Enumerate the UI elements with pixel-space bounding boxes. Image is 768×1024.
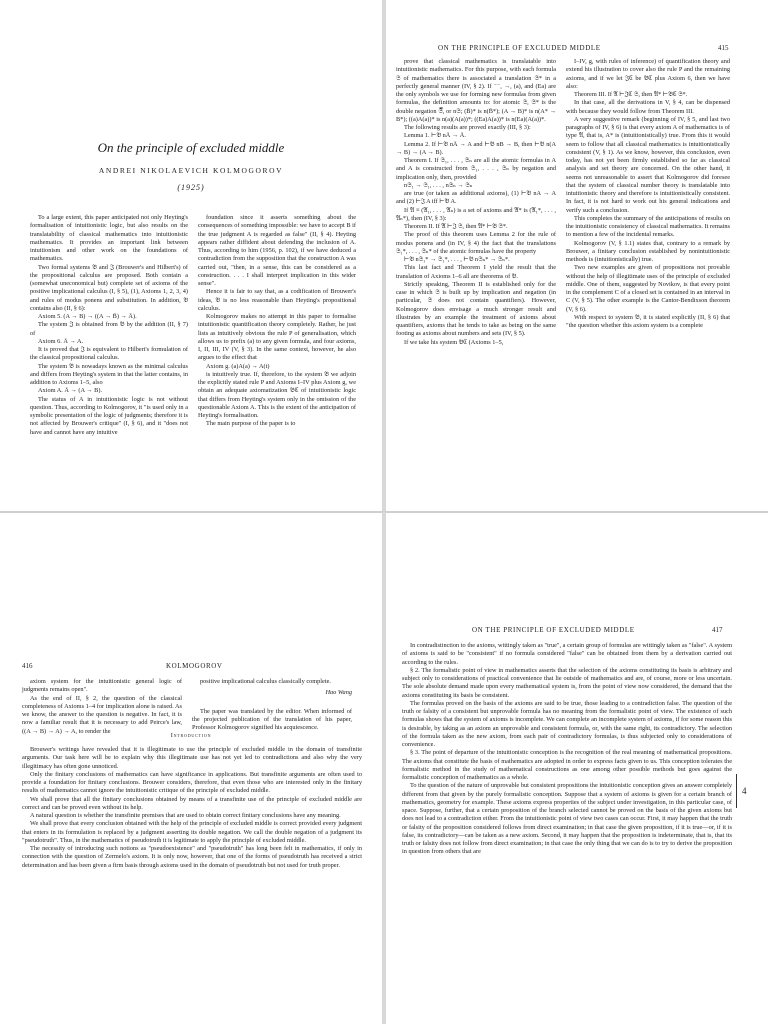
paragraph: Axiom g. (a)A(a) → A(t) — [206, 362, 270, 370]
paragraph: Theorem II. If 𝔄 ⊢𝔍 𝔖, then 𝔄* ⊢𝔅 𝔖*. — [404, 223, 508, 230]
paragraph: If 𝔄 ≡ (𝔄₁, . . . , 𝔄ₙ) is a set of axioms and 𝔄* is (𝔄₁*, . . . , 𝔄ₙ*), then (IV, § 3): — [396, 206, 556, 222]
paragraph: As the end of II, § 2, the question of the classical completeness of Axioms 1–4 for implication alone is raised. As we know, the answer to the question is negative. In fact, it is now a familiar result that it is necessary to add Peirce's law, ((A → B) → A) → A, to render the — [22, 694, 182, 735]
paragraph: In contradistinction to the axioms, wittingly taken as "true", a certain group of formulas are wittingly taken as "false". A system of axioms is said to be "consistent" if no formula considered "false" can be obtained from them by a derivation carried out according to the rules. — [402, 642, 732, 666]
paragraph: To the question of the nature of unprovable but consistent propositions the intuitionistic conception gives an answer completely different from that given by the purely formalistic conception. Suppose that a system of axioms is given for a certain branch of mathematics, geometry for example. These axioms express properties of the subject under investigation, in this particular case, of space. Suppose, further, that a certain proposition of the branch selected cannot be proved on the basis of the given axioms but does not lead to a contradiction either. From the intuitionistic point of view two cases can occur. First, it may happen that the truth or falsity of the proposition considered follows from direct examination; in that case the given proposition, if it is true—or, if it is false, its contradictory—can be taken as a new axiom. Second, it may happen that the proposition is indeterminate, that is, that its truth or falsity does not follow from direct examination; in that case the only thing that we can do is to try to derive the proposition in question from others that are — [402, 782, 732, 856]
summary-end-column-1 — [22, 678, 182, 736]
paragraph: A natural question is whether the transfinite premises that are used to obtain correct finitary conclusions have any meaning. — [30, 812, 341, 819]
paragraph: Axiom 6. Ā → A. — [38, 337, 84, 345]
paragraph: The main purpose of the paper is to — [206, 420, 296, 428]
paragraph: is intuitively true. If, therefore, to the system 𝔅 we adjoin the explicitly stated rule P and Axioms I–IV plus Axiom g, we obtain an adequate axiomatization 𝔅ℭ of intuitionistic logic that differs from Heyting's system only in the omission of the questionable Axiom A. This is the extent of the anticipation of Heyting's formalisation. — [198, 370, 356, 419]
section-body — [402, 642, 732, 857]
paragraph: To a large extent, this paper anticipated not only Heyting's formalisation of intuitionistic logic, but also results on the translatability of classical mathematics into intuitionistic mathematics. It provides an important link between intuitionism and other work on the foundations of mathematics. — [30, 214, 188, 263]
paragraph: The formulas proved on the basis of the axioms are said to be true, those leading to a contradiction false. The question of the truth or falsity of a consistent but unprovable formula has no meaning from the formalistic point of view. The existence of such formulas shows that the system of axioms is incomplete. We can complete an incomplete system of axioms, if for some reason this is desirable, by taking as an axiom an unprovable and consistent formula, or, with the same right, its contradictory. The selection of the formula taken as the new axiom, from each pair of contradictory formulas, is thus subjected only to considerations of convenience. — [402, 699, 732, 748]
paragraph: are true (or taken as additional axioms), (1) ⊢𝔅 nA → A and (2) ⊢𝔍 A iff ⊢𝔅 A. — [396, 190, 556, 206]
summary-signature: Hao Wang — [325, 689, 352, 697]
margin-number: 4 — [742, 786, 747, 796]
translator-note: The paper was translated by the editor. When informed of the projected publication of the translation of his paper, Professor Kolmogorov signified his acquiescence. — [192, 707, 352, 731]
paragraph: Kolmogorov (V, § 1.1) states that, contrary to a remark by Brouwer, a finitary conclusion established by nonintuitionistic methods is (intuitionistically) true. — [566, 239, 730, 263]
intro-column-2 — [198, 214, 356, 429]
page-number: 417 — [712, 626, 723, 634]
running-head: KOLMOGOROV — [166, 662, 223, 670]
margin-annotation — [730, 774, 760, 808]
introduction-body — [22, 746, 362, 870]
paragraph: foundation since it asserts something about the consequences of something impossible: we have to accept B if the true judgment A is regarded as false" (II, § 4). Heyting appears rather diffident about defending the inclusion of A. Thus, according to him (1956, p. 102), if we have deduced a contradiction from the supposition that the construction A was carried out, "then, in a sense, this can be considered as a construction. . . . I shall interpret implication in this wider sense". — [198, 214, 356, 287]
paragraph: Two new examples are given of propositions not provable without the help of illegitimate uses of the principle of excluded middle. One of them, suggested by Novikov, is that every point in the complement C of a closed set is contained in an interval in C (V, § 5). The other example is the Cantor-Bendixson theorem (V, § 6). — [566, 264, 730, 313]
paragraph: It is proved that 𝔍 is equivalent to Hilbert's formulation of the classical propositional calculus. — [30, 346, 188, 362]
paragraph: The necessity of introducing such notions as "pseudoexistence" and "pseudotruth" has long been felt in mathematics, if only in connection with the question of Zermelo's axiom. It is only now, however, that one of the forms of pseudotruth has received a strict determination and has been given a firm basis through axioms used in the domain of pseudotruth but not used for truth proper. — [22, 845, 362, 869]
page-414 — [0, 0, 382, 512]
paragraph: axiom system for the intuitionistic general logic of judgments remains open". — [22, 678, 182, 694]
running-head: ON THE PRINCIPLE OF EXCLUDED MIDDLE — [438, 44, 601, 52]
paragraph: Axiom A. Ā → (A → B). — [38, 387, 103, 395]
paragraph: The system 𝔍 is obtained from 𝔅 by the addition (II, § 7) of — [30, 321, 188, 337]
paragraph: I–IV, g, with rules of inference) of quantification theory and extend his illustration to cover also the rule P and the remaining axioms, and if we let 𝔍ℭ be 𝔅ℭ plus Axiom 6, then we have also: — [566, 58, 730, 90]
paragraph: The status of A in intuitionistic logic is not without question. Thus, according to Kolmogorov, it "is used only in a symbolic presentation of the logic of judgments; therefore it is not affected by Brouwer's critique" (I, § 6), and it "does not have and cannot have any intuitive — [30, 395, 188, 436]
article-title: On the principle of excluded middle — [97, 140, 285, 155]
paragraph: n𝔖₁ → 𝔖₁, . . . , n𝔖ₙ → 𝔖ₙ — [404, 181, 473, 189]
page-417 — [386, 512, 768, 1024]
paragraph: Two formal systems 𝔅 and 𝔍 (Brouwer's and Hilbert's) of the propositional calculus are proposed. Both contain a (somewhat uneconomical but) complete set of axioms of the positive implicational calculus (I, § 5), (1), Axioms 1, 2, 3, 4) and rules of modus ponens and substitution. In addition, 𝔅 contains also (II, § 6): — [30, 263, 188, 312]
paragraph: Axiom 5. (A → B) → ((A → B̄) → Ā). — [38, 313, 137, 320]
summary-end-column-2 — [192, 678, 352, 732]
paragraph: Hence it is fair to say that, as a codification of Brouwer's ideas, 𝔅 is no less reasonable than Heyting's propositional calculus. — [198, 288, 356, 312]
article-year: (1925) — [177, 183, 205, 192]
paragraph: Theorem I. If 𝔖₁, . . . , 𝔖ₙ are all the atomic formulas in A and A is constructed from 𝔖₁, . . . , 𝔖ₙ by negation and implication only, then, provided — [396, 157, 556, 181]
paragraph: In that case, all the derivations in V, § 4, can be dispensed with because they would follow from Theorem III. — [566, 99, 730, 115]
paragraph: We shall prove that all the finitary conclusions obtained by means of a transfinite use of the principle of excluded middle are correct and can be proved even without its help. — [22, 795, 362, 811]
paragraph: ⊢𝔅 n𝔖₁* → 𝔖₁*, . . . , ⊢𝔅 n𝔖ₙ* → 𝔖ₙ*. — [404, 256, 510, 263]
intro-column-4 — [566, 58, 730, 330]
paragraph: Strictly speaking, Theorem II is established only for the case in which 𝔖 is built up by implication and negation (in particular, 𝔖 does not contain quantifiers). However, Kolmogorov does envisage a much stronger result and illustrates by an example the treatment of axioms about quantifiers, axioms that he tends to take as being on the same footing as axioms about numbers and sets (IV, § 5). — [396, 280, 556, 338]
page-number: 415 — [718, 44, 729, 52]
margin-rule — [736, 774, 737, 808]
page-415 — [386, 0, 768, 512]
running-head: ON THE PRINCIPLE OF EXCLUDED MIDDLE — [472, 626, 635, 634]
paragraph: The proof of this theorem uses Lemma 2 for the rule of modus ponens and (in IV, § 4) the fact that the translations 𝔖₁*, . . . , 𝔖ₙ* of the atomic formulas have the property — [396, 231, 556, 255]
paragraph: Brouwer's writings have revealed that it is illegitimate to use the principle of excluded middle in the domain of transfinite arguments. Our task here will be to explain why this illegitimate use has not yet led to contradictions and also why the very illegitimacy has often gone unnoticed. — [22, 746, 362, 770]
intro-column-3 — [396, 58, 556, 347]
paragraph: positive implicational calculus classically complete. — [200, 678, 331, 685]
paragraph: Kolmogorov makes no attempt in this paper to formalise intuitionistic quantification theory completely. Rather, he just lists as intuitively obvious the rule P of generalisation, which allows us to prefix (a) to any given formula, and four axioms, I, II, III, IV (V, § 3). In the same context, however, he also argues to the effect that — [198, 313, 356, 362]
spread-bottom — [0, 512, 768, 1024]
paragraph: Only the finitary conclusions of mathematics can have significance in applications. But transfinite arguments are often used to provide a foundation for finitary conclusions. Brouwer considers, therefore, that even those who are interested only in the finitary results of mathematics cannot ignore the intuitionistic critique of the principle of excluded middle. — [22, 770, 362, 795]
paragraph: Theorem III. If 𝔄 ⊢𝔍ℭ 𝔖, then 𝔄* ⊢𝔅ℭ 𝔖*. — [574, 91, 688, 98]
section-heading: Introduction — [170, 732, 212, 739]
paragraph: § 3. The point of departure of the intuitionistic conception is the recognition of the real meaning of mathematical propositions. The axioms that constitute the basis of mathematics are adopted in order to express facts given to us. This conception tolerates the formalistic method in the study of mathematical constructions as one among other possible methods but goes against the formalistic conception of mathematics as a whole. — [402, 749, 732, 781]
paragraph: prove that classical mathematics is translatable into intuitionistic mathematics. For this purpose, with each formula 𝔖 of mathematics there is associated a translation 𝔖* in a perfectly general manner (IV, § 2). If ⁻⁻, →, (a), and (Ea) are the only symbols we use for forming new formulas from given formulas, the definition amounts to: for atomic 𝔖, 𝔖* is the double negation 𝔖̿, or n𝔖; (B̄)* is n(B̄*); (A → B)* is n(A* → B*); ((a)A(a))* is n(a)(A(a))*; ((Ea)A(a))* is n(Ea)(A(a))*. — [396, 58, 556, 123]
paragraph: This completes the summary of the anticipations of results on the intuitionistic consistency of classical mathematics. It remains to mention a few of the incidental remarks. — [566, 214, 730, 239]
paragraph: § 2. The formalistic point of view in mathematics asserts that the selection of the axioms constituting its basis is arbitrary and subject only to considerations of practical convenience that lie outside of mathematics and are, of course, more or less uncertain. The sole absolute demand made upon every mathematical system is, from the point of view now considered, the demand that the axioms constituting its basis be consistent. — [402, 666, 732, 699]
paragraph: Lemma 2. If ⊢𝔅 nĀ → A and ⊢𝔅 nB → B, then ⊢𝔅 n(A → B) → (A → B). — [396, 140, 556, 156]
paragraph: A very suggestive remark (beginning of IV, § 5, and last two paragraphs of IV, § 6) is that every axiom A of mathematics is of type 𝔄, that is, A* is (intuitionistically) true. From this it would seem to follow that all classical mathematics is intuitionistically consistent (V, § 1). As we know, however, this conclusion, even today, has not yet been firmly established so far as classical analysis and set theory are concerned. On the other hand, it seems not unreasonable to assert that Kolmogorov did foresee that the system of classical number theory is translatable into intuitionistic theory and therefore is intuitionistically consistent. In fact, it is not hard to work out his general indications and verify such a conclusion. — [566, 115, 730, 214]
intro-column-1 — [30, 214, 188, 437]
paragraph: The system 𝔅 is nowadays known as the minimal calculus and differs from Heyting's system in that the latter contains, in addition to Axioms 1–5, also — [30, 362, 188, 386]
paragraph: We shall prove that every conclusion obtained with the help of the principle of excluded middle is correct provided every judgment that enters in its formulation is replaced by a judgment asserting its double negation. We call the double negation of a judgment its "pseudotruth". Thus, in the mathematics of pseudotruth it is legitimate to apply the principle of excluded middle. — [22, 820, 362, 844]
page-number: 416 — [22, 662, 33, 670]
article-author: ANDREI NIKOLAEVICH KOLMOGOROV — [98, 166, 284, 175]
paragraph: With respect to system 𝔅, it is stated explicitly (II, § 6) that "the question whether this axiom system is a complete — [566, 313, 730, 329]
page-416 — [0, 512, 382, 1024]
paragraph: If we take his system 𝔅ℭ (Axioms 1–5, — [404, 338, 504, 346]
paragraph: Lemma 1. ⊢𝔅 nĀ → Ā. — [404, 132, 466, 140]
paragraph: The following results are proved exactly (III, § 3): — [404, 124, 531, 131]
paragraph: This last fact and Theorem I yield the result that the translation of Axioms 1–6 all are theorems of 𝔅. — [396, 264, 556, 280]
